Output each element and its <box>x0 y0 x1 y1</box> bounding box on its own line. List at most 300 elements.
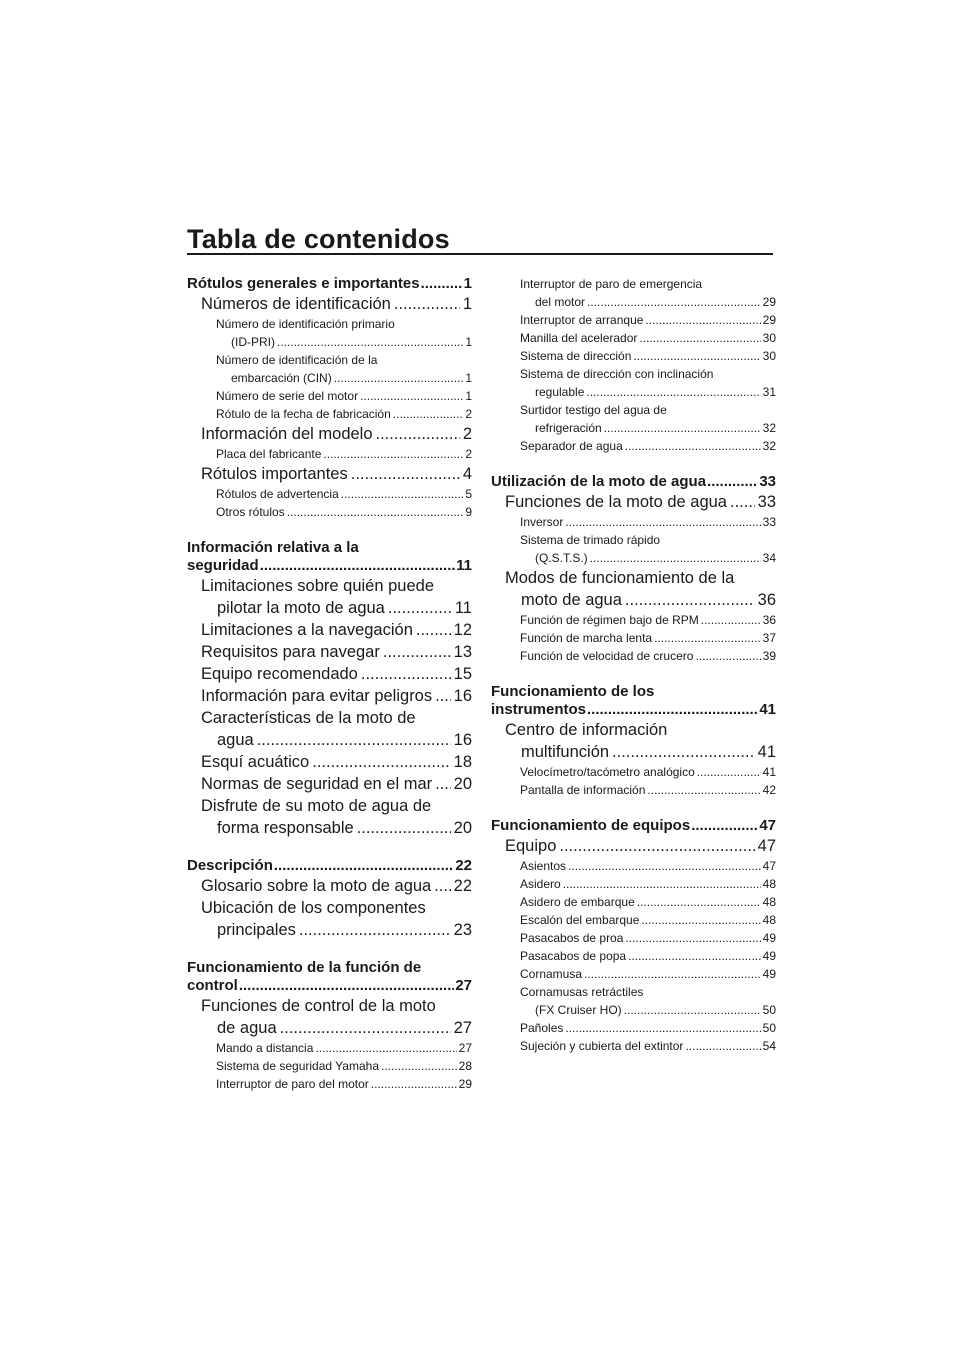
dot-leader <box>568 857 761 875</box>
toc-entry-title: Número de identificación primario <box>216 317 395 331</box>
dot-leader <box>394 293 460 315</box>
page-number: 39 <box>762 649 776 663</box>
dot-leader <box>647 781 760 799</box>
page-number: 37 <box>762 631 776 645</box>
dot-leader <box>625 437 761 455</box>
toc-entry-line <box>201 773 472 795</box>
toc-topic-entry[interactable] <box>187 351 472 387</box>
toc-topic-entry[interactable] <box>491 647 776 665</box>
toc-entry-title: principales <box>217 921 296 939</box>
toc-chapter-entry[interactable] <box>491 835 776 857</box>
page-number: 36 <box>762 613 776 627</box>
toc-entry-line <box>520 549 776 567</box>
page-number: 13 <box>453 643 472 661</box>
dot-leader <box>388 597 452 619</box>
dot-leader <box>434 875 450 897</box>
toc-entry-title: Características de la moto de <box>201 709 416 727</box>
toc-entry-title: refrigeración <box>535 421 602 435</box>
toc-entry-title: (FX Cruiser HO) <box>535 1003 622 1017</box>
toc-topic-entry[interactable] <box>491 365 776 401</box>
toc-entry-title: Funcionamiento de equipos <box>491 817 691 834</box>
dot-leader <box>639 329 760 347</box>
page-number: 50 <box>762 1003 776 1017</box>
dot-leader <box>393 405 464 423</box>
toc-entry-line <box>520 347 776 365</box>
toc-entry-title: Velocímetro/tacómetro analógico <box>520 765 695 779</box>
toc-entry-title: Rótulos generales e importantes <box>187 275 420 292</box>
toc-entry-title: Sistema de seguridad Yamaha <box>216 1059 379 1073</box>
toc-entry-line <box>520 857 776 875</box>
dot-leader <box>697 763 761 781</box>
toc-entry-title: Modos de funcionamiento de la <box>505 569 735 587</box>
toc-column-left <box>187 275 472 1093</box>
toc-entry-line <box>520 513 776 531</box>
toc-entry-line <box>520 419 776 437</box>
page-number: 1 <box>465 371 472 385</box>
page-title: Tabla de contenidos <box>187 224 450 254</box>
toc-topic-entry[interactable] <box>491 1019 776 1037</box>
page-number: 29 <box>458 1077 472 1091</box>
dot-leader <box>586 383 760 401</box>
toc-entry-line <box>201 663 472 685</box>
page-number: 1 <box>465 335 472 349</box>
toc-entry-line <box>520 781 776 799</box>
toc-chapter-entry[interactable] <box>491 491 776 513</box>
page-number: 32 <box>762 439 776 453</box>
page-number: 23 <box>453 921 472 939</box>
toc-entry-line <box>491 817 776 835</box>
toc-entry-title: regulable <box>535 385 585 399</box>
toc-topic-entry[interactable] <box>491 911 776 929</box>
page-number: 4 <box>462 465 472 483</box>
page-number: 20 <box>453 775 472 793</box>
toc-entry-title: forma responsable <box>217 819 354 837</box>
page-number: 30 <box>762 349 776 363</box>
toc-column-right <box>491 275 776 1055</box>
dot-leader <box>383 641 451 663</box>
dot-leader <box>625 929 760 947</box>
toc-entry-title: Escalón del embarque <box>520 913 640 927</box>
page-number: 54 <box>762 1039 776 1053</box>
toc-entry-line <box>491 683 776 701</box>
dot-leader <box>287 503 464 521</box>
toc-topic-entry[interactable] <box>491 875 776 893</box>
toc-entry-line <box>520 293 776 311</box>
toc-topic-entry[interactable] <box>491 437 776 455</box>
toc-entry-line <box>201 641 472 663</box>
dot-leader <box>584 965 761 983</box>
page-number: 29 <box>762 313 776 327</box>
page-number: 50 <box>762 1021 776 1035</box>
page-number: 42 <box>762 783 776 797</box>
toc-entry-line <box>520 947 776 965</box>
toc-entry-line <box>520 983 776 1001</box>
toc-entry-line <box>520 365 776 383</box>
toc-entry-title: Equipo <box>505 837 557 855</box>
toc-entry-title: Información para evitar peligros <box>201 687 433 705</box>
toc-entry-title: Números de identificación <box>201 295 391 313</box>
toc-entry-title: Mando a distancia <box>216 1041 314 1055</box>
toc-entry-title: Asientos <box>520 859 567 873</box>
toc-entry-line <box>520 383 776 401</box>
toc-entry-title: Pasacabos de popa <box>520 949 627 963</box>
page-number: 11 <box>454 599 472 617</box>
toc-entry-title: Sistema de dirección con inclinación <box>520 367 714 381</box>
dot-leader <box>381 1057 457 1075</box>
toc-entry-title: Sistema de trimado rápido <box>520 533 661 547</box>
toc-topic-entry[interactable] <box>187 315 472 351</box>
toc-topic-entry[interactable] <box>491 513 776 531</box>
toc-entry-title: seguridad <box>187 557 259 574</box>
dot-leader <box>277 333 463 351</box>
toc-entry-line <box>201 575 472 597</box>
toc-entry-title: Asidero <box>520 877 561 891</box>
dot-leader <box>625 589 755 611</box>
page-number: 22 <box>455 857 472 874</box>
toc-entry-title: Número de serie del motor <box>216 389 359 403</box>
toc-entry-line <box>505 491 776 513</box>
toc-chapter-entry[interactable] <box>187 463 472 485</box>
toc-section-entry[interactable] <box>491 817 776 835</box>
page-number: 41 <box>759 701 776 718</box>
dot-leader <box>416 619 451 641</box>
toc-entry-line <box>505 835 776 857</box>
toc-topic-entry[interactable] <box>187 503 472 521</box>
toc-entry-line <box>216 387 472 405</box>
toc-entry-line <box>201 817 472 839</box>
toc-entry-title: Separador de agua <box>520 439 623 453</box>
dot-leader <box>645 311 760 329</box>
toc-entry-line <box>216 503 472 521</box>
toc-entry-title: Asidero de embarque <box>520 895 635 909</box>
dot-leader <box>315 1039 456 1057</box>
toc-entry-line <box>187 539 472 557</box>
toc-entry-title: Interruptor de paro de emergencia <box>520 277 703 291</box>
dot-leader <box>239 977 454 995</box>
toc-topic-entry[interactable] <box>187 445 472 463</box>
toc-topic-entry[interactable] <box>187 387 472 405</box>
page-number: 2 <box>462 425 472 443</box>
toc-entry-title: del motor <box>535 295 586 309</box>
toc-entry-title: pilotar la moto de agua <box>217 599 385 617</box>
toc-entry-title: Cornamusas retráctiles <box>520 985 644 999</box>
toc-entry-title: instrumentos <box>491 701 587 718</box>
toc-entry-title: Sistema de dirección <box>520 349 632 363</box>
toc-entry-line <box>520 275 776 293</box>
toc-section-entry[interactable] <box>187 857 472 875</box>
toc-entry-line <box>216 405 472 423</box>
toc-entry-title: Inversor <box>520 515 564 529</box>
page-number: 20 <box>453 819 472 837</box>
toc-topic-entry[interactable] <box>491 965 776 983</box>
toc-topic-entry[interactable] <box>491 929 776 947</box>
page-number: 47 <box>762 859 776 873</box>
toc-topic-entry[interactable] <box>187 405 472 423</box>
dot-leader <box>257 729 451 751</box>
toc-entry-title: Función de velocidad de crucero <box>520 649 694 663</box>
toc-entry-title: Funcionamiento de los <box>491 683 655 700</box>
toc-entry-line <box>216 315 472 333</box>
page-number: 34 <box>762 551 776 565</box>
dot-leader <box>565 513 760 531</box>
toc-entry-line <box>187 857 472 875</box>
toc-entry-title: Pasacabos de proa <box>520 931 624 945</box>
page-number: 9 <box>465 505 472 519</box>
toc-entry-line <box>187 275 472 293</box>
toc-entry-title: Funciones de control de la moto <box>201 997 436 1015</box>
toc-chapter-entry[interactable] <box>187 293 472 315</box>
dot-leader <box>274 857 454 875</box>
toc-entry-title: Placa del fabricante <box>216 447 322 461</box>
dot-leader <box>654 629 761 647</box>
dot-leader <box>341 485 464 503</box>
toc-entry-line <box>520 437 776 455</box>
dot-leader <box>730 491 755 513</box>
toc-entry-line <box>520 1037 776 1055</box>
toc-topic-entry[interactable] <box>491 983 776 1019</box>
page-number: 16 <box>453 687 472 705</box>
toc-topic-entry[interactable] <box>491 629 776 647</box>
toc-entry-line <box>201 875 472 897</box>
toc-chapter-entry[interactable] <box>187 995 472 1039</box>
dot-leader <box>361 663 451 685</box>
dot-leader <box>641 911 760 929</box>
toc-entry-line <box>520 329 776 347</box>
toc-topic-entry[interactable] <box>491 401 776 437</box>
toc-chapter-entry[interactable] <box>187 685 472 707</box>
toc-entry-title: Equipo recomendado <box>201 665 358 683</box>
dot-leader <box>299 919 451 941</box>
toc-entry-line <box>491 473 776 491</box>
toc-entry-line <box>201 995 472 1017</box>
toc-chapter-entry[interactable] <box>187 641 472 663</box>
dot-leader <box>260 557 455 575</box>
toc-topic-entry[interactable] <box>491 893 776 911</box>
toc-entry-line <box>216 333 472 351</box>
toc-entry-line <box>201 897 472 919</box>
toc-entry-title: Disfrute de su moto de agua de <box>201 797 432 815</box>
toc-entry-line <box>187 977 472 995</box>
toc-entry-title: de agua <box>217 1019 277 1037</box>
page-number: 47 <box>759 817 776 834</box>
toc-topic-entry[interactable] <box>187 1039 472 1057</box>
toc-entry-title: Ubicación de los componentes <box>201 899 426 917</box>
toc-section-entry[interactable] <box>491 473 776 491</box>
toc-entry-line <box>201 1017 472 1039</box>
dot-leader <box>685 1037 760 1055</box>
toc-entry-line <box>201 293 472 315</box>
dot-leader <box>587 293 761 311</box>
page-number: 29 <box>762 295 776 309</box>
toc-entry-line <box>201 795 472 817</box>
page-number: 49 <box>762 949 776 963</box>
toc-entry-title: Función de régimen bajo de RPM <box>520 613 699 627</box>
toc-entry-title: Centro de información <box>505 721 668 739</box>
toc-entry-title: Limitaciones sobre quién puede <box>201 577 434 595</box>
toc-entry-title: Descripción <box>187 857 273 874</box>
toc-chapter-entry[interactable] <box>187 423 472 445</box>
toc-entry-title: Interruptor de arranque <box>520 313 644 327</box>
toc-entry-title: Interruptor de paro del motor <box>216 1077 369 1091</box>
toc-entry-title: Información relativa a la <box>187 539 359 556</box>
page-number: 2 <box>465 407 472 421</box>
toc-topic-entry[interactable] <box>187 1075 472 1093</box>
toc-topic-entry[interactable] <box>491 1037 776 1055</box>
toc-chapter-entry[interactable] <box>187 619 472 641</box>
page-number: 12 <box>453 621 472 639</box>
toc-chapter-entry[interactable] <box>187 663 472 685</box>
toc-entry-title: Funcionamiento de la función de <box>187 959 422 976</box>
page-number: 48 <box>762 913 776 927</box>
dot-leader <box>701 611 761 629</box>
dot-leader <box>691 817 758 835</box>
toc-entry-line <box>216 1075 472 1093</box>
toc-topic-entry[interactable] <box>491 531 776 567</box>
toc-entry-title: Otros rótulos <box>216 505 285 519</box>
toc-section-entry[interactable] <box>187 959 472 995</box>
toc-entry-line <box>201 597 472 619</box>
page-number: 2 <box>465 447 472 461</box>
toc-entry-title: Manilla del acelerador <box>520 331 638 345</box>
toc-section-entry[interactable] <box>187 539 472 575</box>
toc-entry-title: control <box>187 977 238 994</box>
toc-section-entry[interactable] <box>187 275 472 293</box>
page-number: 31 <box>762 385 776 399</box>
dot-leader <box>334 369 464 387</box>
toc-entry-line <box>520 611 776 629</box>
toc-entry-line <box>216 485 472 503</box>
toc-chapter-entry[interactable] <box>187 897 472 941</box>
toc-topic-entry[interactable] <box>491 763 776 781</box>
page-number: 41 <box>757 743 776 761</box>
toc-entry-line <box>201 463 472 485</box>
toc-chapter-entry[interactable] <box>491 567 776 611</box>
toc-entry-title: Esquí acuático <box>201 753 310 771</box>
toc-entry-line <box>187 959 472 977</box>
dot-leader <box>628 947 761 965</box>
toc-entry-line <box>520 531 776 549</box>
page-number: 27 <box>455 977 472 994</box>
toc-entry-line <box>187 557 472 575</box>
page-number: 30 <box>762 331 776 345</box>
dot-leader <box>587 701 758 719</box>
toc-entry-title: Rótulo de la fecha de fabricación <box>216 407 391 421</box>
dot-leader <box>376 423 460 445</box>
toc-entry-line <box>216 369 472 387</box>
toc-chapter-entry[interactable] <box>491 719 776 763</box>
toc-entry-line <box>505 567 776 589</box>
page-number: 32 <box>762 421 776 435</box>
toc-entry-title: Rótulos de advertencia <box>216 487 339 501</box>
toc-entry-title: Rótulos importantes <box>201 465 348 483</box>
toc-entry-title: Requisitos para navegar <box>201 643 380 661</box>
page-number: 41 <box>762 765 776 779</box>
dot-leader <box>633 347 760 365</box>
page-number: 33 <box>757 493 776 511</box>
toc-entry-line <box>520 965 776 983</box>
page-number: 33 <box>762 515 776 529</box>
toc-entry-line <box>201 619 472 641</box>
page-number: 47 <box>757 837 776 855</box>
toc-section-entry[interactable] <box>491 683 776 719</box>
dot-leader <box>707 473 758 491</box>
toc-entry-line <box>520 763 776 781</box>
toc-entry-line <box>520 647 776 665</box>
toc-entry-line <box>216 1057 472 1075</box>
toc-topic-entry[interactable] <box>491 947 776 965</box>
toc-entry-title: Número de identificación de la <box>216 353 378 367</box>
dot-leader <box>435 773 451 795</box>
toc-topic-entry[interactable] <box>491 275 776 311</box>
toc-topic-entry[interactable] <box>491 347 776 365</box>
toc-entry-title: agua <box>217 731 254 749</box>
toc-topic-entry[interactable] <box>491 311 776 329</box>
toc-entry-line <box>216 351 472 369</box>
page-number: 11 <box>456 557 472 574</box>
toc-topic-entry[interactable] <box>491 611 776 629</box>
page-number: 16 <box>453 731 472 749</box>
dot-leader <box>435 685 451 707</box>
toc-chapter-entry[interactable] <box>187 707 472 751</box>
page-number: 28 <box>458 1059 472 1073</box>
toc-topic-entry[interactable] <box>187 485 472 503</box>
toc-chapter-entry[interactable] <box>187 875 472 897</box>
toc-entry-line <box>216 445 472 463</box>
toc-entry-title: Utilización de la moto de agua <box>491 473 707 490</box>
toc-entry-line <box>520 401 776 419</box>
page-number: 5 <box>465 487 472 501</box>
toc-entry-title: Normas de seguridad en el mar <box>201 775 433 793</box>
page-number: 49 <box>762 931 776 945</box>
toc-chapter-entry[interactable] <box>187 751 472 773</box>
toc-chapter-entry[interactable] <box>187 795 472 839</box>
toc-topic-entry[interactable] <box>491 857 776 875</box>
toc-entry-line <box>201 729 472 751</box>
toc-topic-entry[interactable] <box>187 1057 472 1075</box>
toc-entry-title: embarcación (CIN) <box>231 371 332 385</box>
toc-chapter-entry[interactable] <box>187 773 472 795</box>
toc-entry-line <box>201 751 472 773</box>
dot-leader <box>280 1017 451 1039</box>
toc-entry-line <box>520 311 776 329</box>
toc-entry-title: Cornamusa <box>520 967 583 981</box>
toc-topic-entry[interactable] <box>491 781 776 799</box>
page-number: 33 <box>759 473 776 490</box>
toc-chapter-entry[interactable] <box>187 575 472 619</box>
dot-leader <box>357 817 451 839</box>
toc-entry-line <box>520 1001 776 1019</box>
toc-entry-title: (Q.S.T.S.) <box>535 551 588 565</box>
dot-leader <box>559 835 754 857</box>
toc-entry-line <box>201 423 472 445</box>
toc-topic-entry[interactable] <box>491 329 776 347</box>
page-number: 48 <box>762 877 776 891</box>
page-number: 15 <box>453 665 472 683</box>
toc-entry-line <box>201 707 472 729</box>
dot-leader <box>604 419 761 437</box>
dot-leader <box>612 741 755 763</box>
toc-entry-line <box>520 875 776 893</box>
title-rule <box>187 253 773 255</box>
dot-leader <box>421 275 463 293</box>
page-number: 1 <box>462 295 472 313</box>
dot-leader <box>323 445 463 463</box>
toc-entry-line <box>520 929 776 947</box>
toc-entry-title: moto de agua <box>521 591 622 609</box>
page-number: 22 <box>453 877 472 895</box>
dot-leader <box>624 1001 761 1019</box>
toc-entry-title: Información del modelo <box>201 425 373 443</box>
